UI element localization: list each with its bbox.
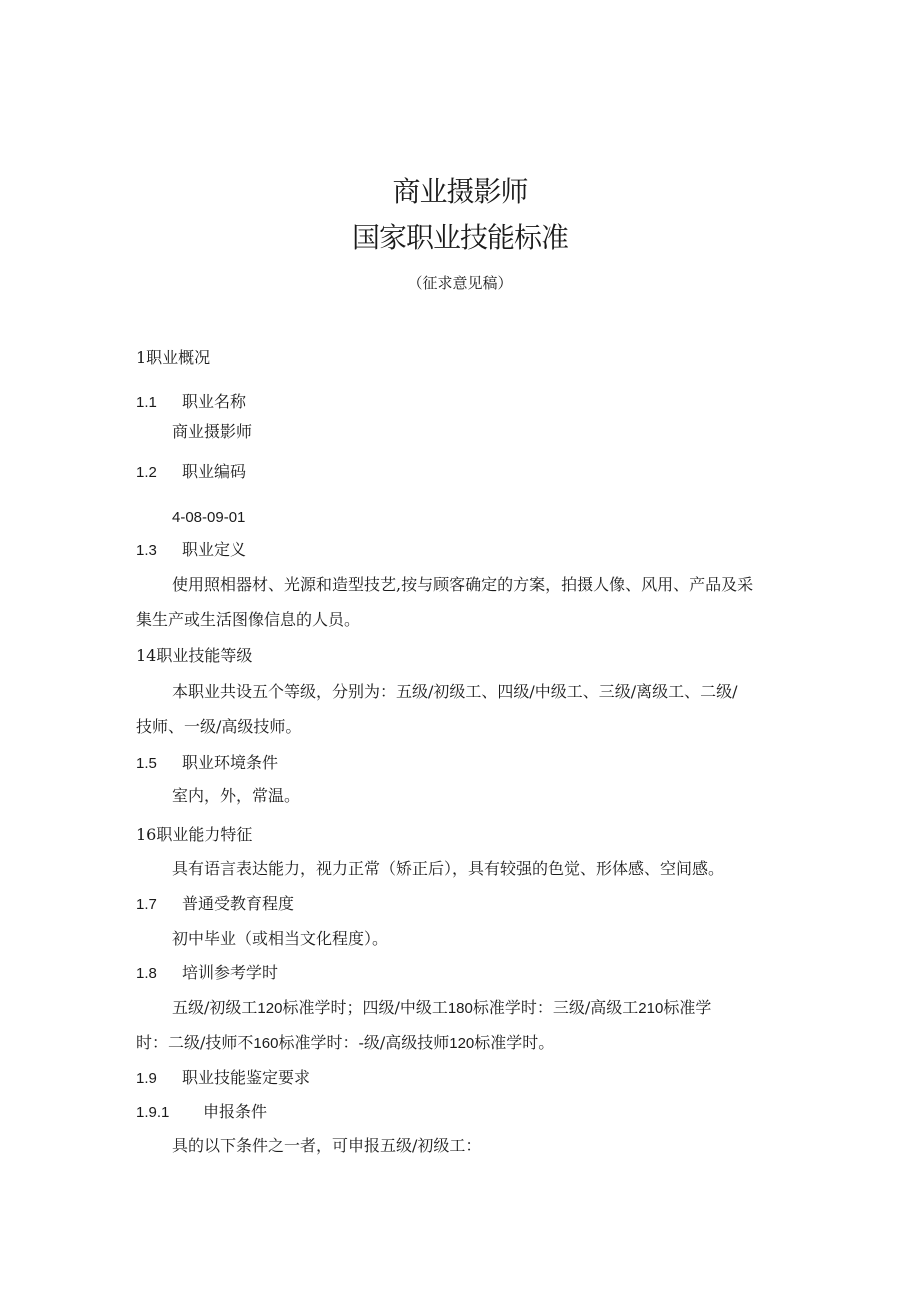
section-1-5-number: 1.5 bbox=[136, 755, 157, 772]
section-1-7-number: 1.7 bbox=[136, 896, 157, 913]
hours-number: 120 bbox=[449, 1035, 475, 1052]
section-1-1-number: 1.1 bbox=[136, 394, 157, 411]
section-1-4-heading: 14职业技能等级 bbox=[136, 646, 253, 665]
section-1-5-title: 职业环境条件 bbox=[182, 753, 279, 772]
section-1-2-title: 职业编码 bbox=[182, 462, 247, 481]
hours-number: 160 bbox=[253, 1035, 279, 1052]
text-segment: 标准学时：-级/高级技师 bbox=[278, 1033, 450, 1052]
section-1-9-number: 1.9 bbox=[136, 1070, 157, 1087]
document-title-line1: 商业摄影师 bbox=[392, 175, 528, 208]
section-1-3-body-line2: 集生产或生活图像信息的人员。 bbox=[136, 610, 361, 629]
section-1-7-title: 普通受教育程度 bbox=[182, 894, 295, 913]
section-1-7-body: 初中毕业（或相当文化程度）。 bbox=[172, 929, 389, 948]
section-1-4-body-line2: 技师、一级/高级技师。 bbox=[136, 717, 302, 736]
section-1-6-body: 具有语言表达能力，视力正常（矫正后），具有较强的色觉、形体感、空间感。 bbox=[172, 859, 725, 878]
section-1-3-title: 职业定义 bbox=[182, 540, 247, 559]
section-1-3-body-line1: 使用照相器材、光源和造型技艺,按与顾客确定的方案，拍摄人像、风用、产品及采 bbox=[172, 575, 754, 594]
hours-number: 210 bbox=[638, 1000, 664, 1017]
section-1-heading: 1职业概况 bbox=[136, 348, 211, 367]
section-1-8-body-line1 bbox=[172, 1000, 711, 1016]
text-segment: 标准学时；四级/中级工 bbox=[282, 998, 448, 1017]
hours-number: 180 bbox=[447, 1000, 473, 1017]
section-1-1-title: 职业名称 bbox=[182, 392, 247, 411]
section-1-5-body: 室内，外，常温。 bbox=[172, 786, 301, 805]
section-1-6-heading: 16职业能力特征 bbox=[136, 825, 253, 844]
text-segment: 标准学 bbox=[663, 998, 712, 1017]
section-1-8-title: 培训参考学时 bbox=[182, 963, 279, 982]
document-title-line2: 国家职业技能标准 bbox=[351, 221, 568, 254]
section-1-9-1-body: 具的以下条件之一者，可申报五级/初级工： bbox=[172, 1136, 482, 1155]
hours-number: 120 bbox=[257, 1000, 283, 1017]
section-1-9-1-number: 1.9.1 bbox=[136, 1104, 170, 1121]
section-1-2-body: 4-08-09-01 bbox=[172, 509, 246, 526]
section-1-9-1-title: 申报条件 bbox=[203, 1102, 268, 1121]
section-1-3-number: 1.3 bbox=[136, 542, 157, 559]
text-segment: 时：二级/技师不 bbox=[136, 1033, 254, 1052]
section-1-1-body: 商业摄影师 bbox=[172, 422, 253, 441]
text-segment: 标准学时：三级/高级工 bbox=[472, 998, 639, 1017]
document-subtitle: （征求意见稿） bbox=[407, 274, 513, 292]
section-1-8-number: 1.8 bbox=[136, 965, 157, 982]
section-1-2-number: 1.2 bbox=[136, 464, 157, 481]
text-segment: 五级/初级工 bbox=[172, 998, 258, 1017]
section-1-4-body-line1: 本职业共设五个等级，分别为：五级/初级工、四级/中级工、三级/离级工、二级/ bbox=[172, 682, 738, 701]
section-1-8-body-line2 bbox=[136, 1035, 554, 1051]
text-segment: 标准学时。 bbox=[474, 1033, 555, 1052]
section-1-9-title: 职业技能鉴定要求 bbox=[182, 1068, 311, 1087]
